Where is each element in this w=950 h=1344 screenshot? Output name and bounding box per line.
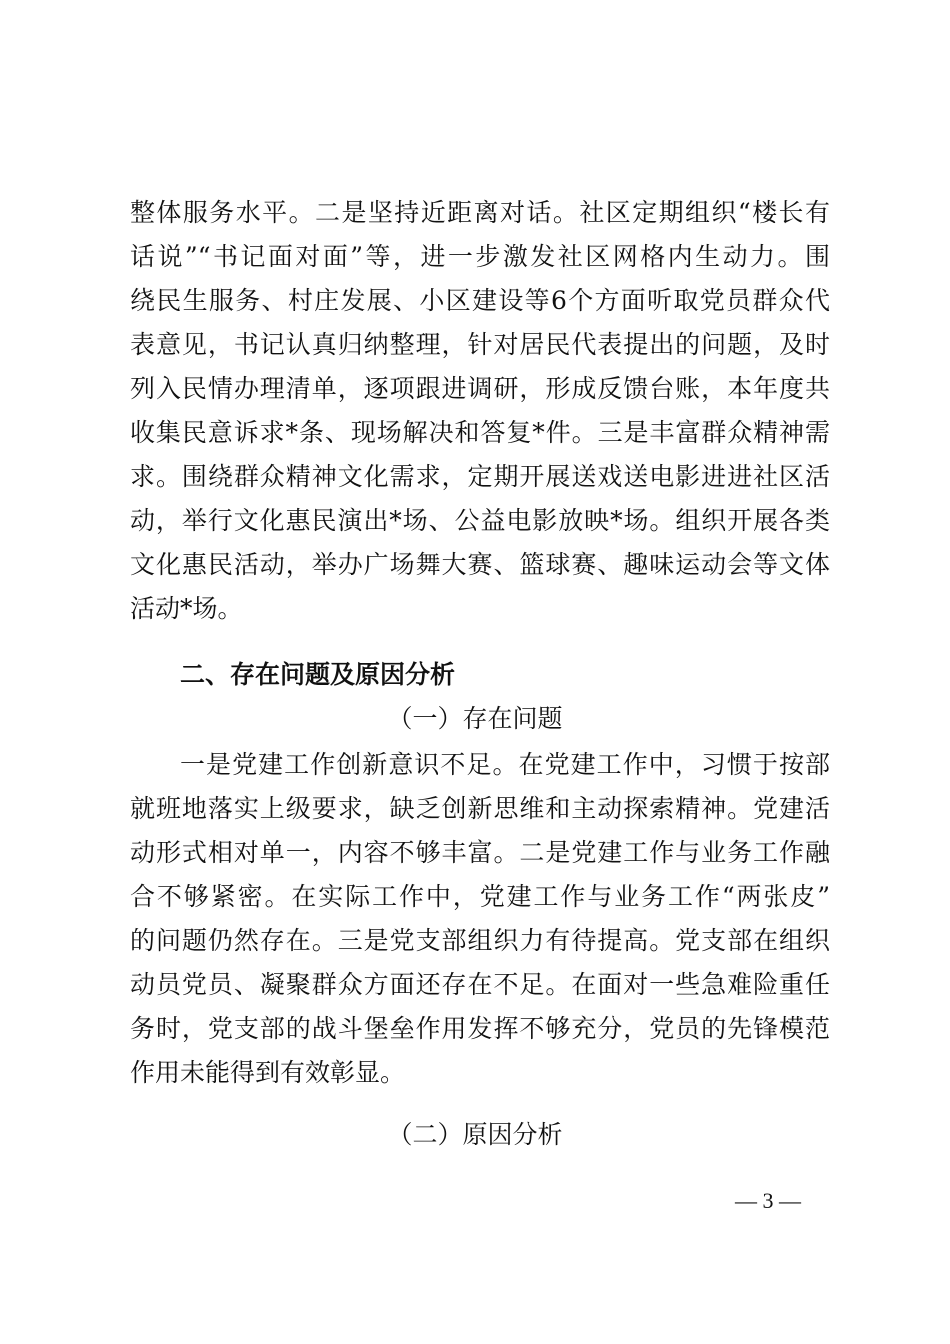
text-line: 求。围绕群众精神文化需求，定期开展送戏送电影进进社区活 <box>130 462 830 491</box>
text-line: 收集民意诉求*条、现场解决和答复*件。三是丰富群众精神需 <box>130 418 830 447</box>
text-line: 作用未能得到有效彰显。 <box>130 1058 406 1087</box>
page-number: — 3 — <box>735 1188 801 1213</box>
text-line: 就班地落实上级要求，缺乏创新思维和主动探索精神。党建活 <box>130 794 830 823</box>
text-line: 动，举行文化惠民演出*场、公益电影放映*场。组织开展各类 <box>130 506 830 535</box>
text-line: 整体服务水平。二是坚持近距离对话。社区定期组织“楼长有 <box>130 198 830 227</box>
text-line: 文化惠民活动，举办广场舞大赛、篮球赛、趣味运动会等文体 <box>130 550 830 579</box>
text-line: 话说”“书记面对面”等，进一步激发社区网格内生动力。围 <box>130 242 830 271</box>
subheading-problems: （一）存在问题 <box>387 704 563 733</box>
text-line: 动员党员、凝聚群众方面还存在不足。在面对一些急难险重任 <box>130 970 830 999</box>
text-line: 绕民生服务、村庄发展、小区建设等6个方面听取党员群众代 <box>130 286 830 315</box>
text-line: 务时，党支部的战斗堡垒作用发挥不够充分，党员的先锋模范 <box>130 1014 830 1043</box>
text-line: 列入民情办理清单，逐项跟进调研，形成反馈台账，本年度共 <box>130 374 830 403</box>
text-line: 合不够紧密。在实际工作中，党建工作与业务工作“两张皮” <box>130 882 830 911</box>
text-line: 一是党建工作创新意识不足。在党建工作中，习惯于按部 <box>180 750 830 779</box>
text-line: 的问题仍然存在。三是党支部组织力有待提高。党支部在组织 <box>130 926 830 955</box>
section-heading: 二、存在问题及原因分析 <box>180 660 456 689</box>
text-line: 表意见，书记认真归纳整理，针对居民代表提出的问题，及时 <box>130 330 830 359</box>
text-line: 活动*场。 <box>130 594 243 623</box>
text-line: 动形式相对单一，内容不够丰富。二是党建工作与业务工作融 <box>130 838 830 867</box>
subheading-causes: （二）原因分析 <box>387 1120 563 1149</box>
